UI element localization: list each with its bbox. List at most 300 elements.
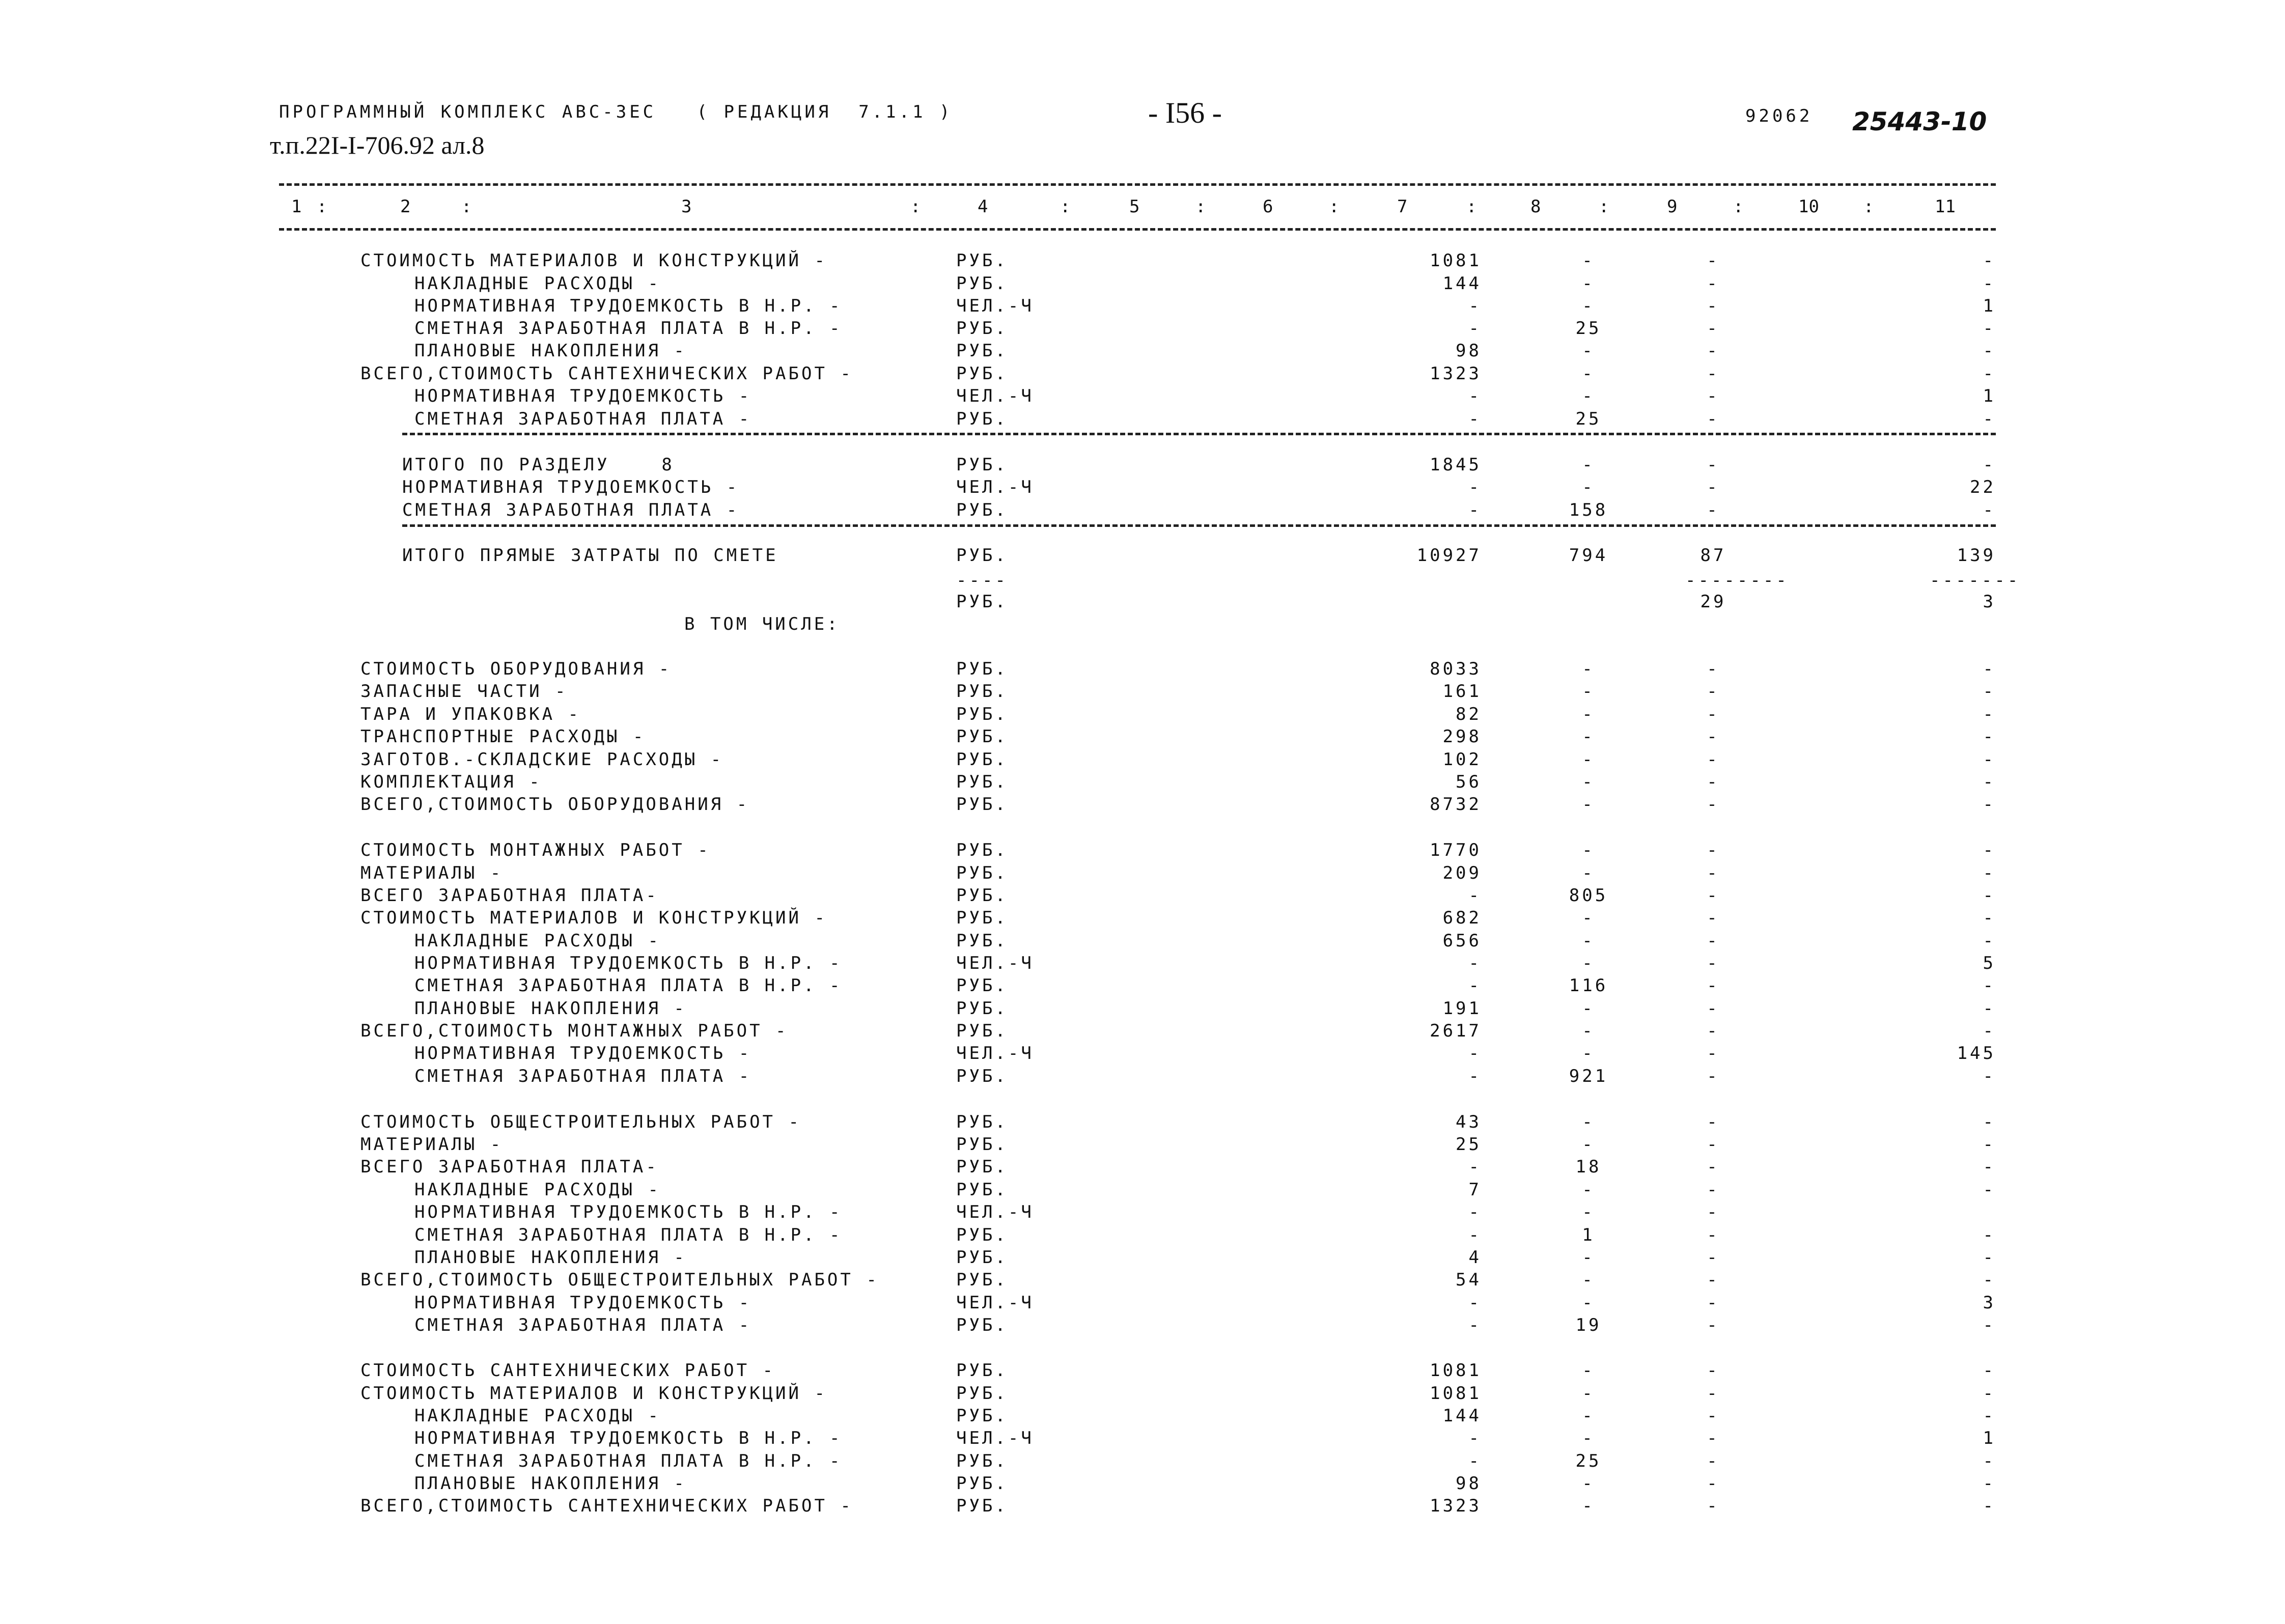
row-description: СМЕТНАЯ ЗАРАБОТНАЯ ПЛАТА - (414, 409, 752, 429)
row-description: СТОИМОСТЬ МОНТАЖНЫХ РАБОТ - (360, 840, 711, 860)
table-top-rule (279, 183, 1996, 186)
row-unit: РУБ. (956, 1180, 1008, 1200)
row-description: ВСЕГО,СТОИМОСТЬ ОБЩЕСТРОИТЕЛЬНЫХ РАБОТ - (360, 1270, 879, 1290)
table-row (0, 1065, 2285, 1087)
cell-col11: - (1983, 659, 1996, 679)
table-row (0, 591, 2285, 613)
table-row (0, 1179, 2285, 1201)
row-unit: РУБ. (956, 273, 1008, 294)
cell-col8: 805 (1569, 885, 1608, 906)
cell-col9: - (1707, 1270, 1720, 1290)
cell-col7: 209 (1442, 863, 1482, 883)
cell-col7: 682 (1442, 908, 1482, 928)
table-row (0, 1314, 2285, 1336)
cell-col11: - (1983, 500, 1996, 520)
column-header: 8 (1530, 197, 1541, 217)
cell-col11: - (1983, 1180, 1996, 1200)
column-separator: : (317, 197, 327, 217)
row-description: СМЕТНАЯ ЗАРАБОТНАЯ ПЛАТА В Н.Р. - (414, 1225, 843, 1245)
table-row (0, 771, 2285, 793)
table-row (0, 454, 2285, 476)
cell-col8: - (1582, 1293, 1595, 1313)
cell-col9: -------- (1685, 570, 1789, 591)
cell-col7: 1081 (1430, 1360, 1482, 1381)
row-unit: РУБ. (956, 1383, 1008, 1404)
cell-col11: 5 (1983, 953, 1996, 973)
cell-col8: - (1582, 1270, 1595, 1290)
row-unit: РУБ. (956, 863, 1008, 883)
column-header: 11 (1935, 197, 1956, 217)
row-description: СТОИМОСТЬ ОБЩЕСТРОИТЕЛЬНЫХ РАБОТ - (360, 1112, 801, 1132)
cell-col8: - (1582, 1180, 1595, 1200)
cell-col8: - (1582, 726, 1595, 747)
program-header: ПРОГРАММНЫЙ КОМПЛЕКС АВС-ЗЕС ( РЕДАКЦИЯ 7.1.1 ) (279, 102, 953, 122)
cell-col8: 921 (1569, 1066, 1608, 1086)
row-description: ВСЕГО,СТОИМОСТЬ САНТЕХНИЧЕСКИХ РАБОТ - (360, 1496, 853, 1516)
cell-col7: 1845 (1430, 455, 1482, 475)
cell-col8: - (1582, 1202, 1595, 1222)
cell-col9: - (1707, 704, 1720, 724)
column-separator: : (1599, 197, 1609, 217)
row-unit: РУБ. (956, 772, 1008, 792)
row-unit: РУБ. (956, 908, 1008, 928)
cell-col7: - (1468, 386, 1482, 406)
row-unit: РУБ. (956, 749, 1008, 770)
cell-col11: - (1983, 1157, 1996, 1177)
cell-col8: - (1582, 477, 1595, 497)
cell-col7: 56 (1456, 772, 1482, 792)
cell-col7: - (1468, 318, 1482, 339)
table-row (0, 408, 2285, 430)
table-row (0, 499, 2285, 521)
cell-col11: ------- (1930, 570, 2021, 591)
cell-col8: 158 (1569, 500, 1608, 520)
cell-col7: 4 (1468, 1247, 1482, 1268)
row-description: НОРМАТИВНАЯ ТРУДОЕМКОСТЬ В Н.Р. - (414, 1202, 843, 1222)
row-description: СТОИМОСТЬ МАТЕРИАЛОВ И КОНСТРУКЦИЙ - (360, 250, 827, 271)
cell-col9: - (1707, 500, 1720, 520)
cell-col7: 10927 (1416, 545, 1482, 566)
cell-col7: - (1468, 1157, 1482, 1177)
cell-col7: 54 (1456, 1270, 1482, 1290)
cell-col9: - (1707, 1180, 1720, 1200)
cell-col11: - (1983, 1315, 1996, 1335)
cell-col9: - (1707, 885, 1720, 906)
column-separator: : (1195, 197, 1206, 217)
row-unit: ЧЕЛ.-Ч (956, 1043, 1034, 1063)
cell-col7: - (1468, 1043, 1482, 1063)
table-row (0, 930, 2285, 952)
cell-col9: - (1707, 975, 1720, 996)
cell-col11: - (1983, 908, 1996, 928)
column-separator: : (1329, 197, 1340, 217)
table-row (0, 1224, 2285, 1246)
cell-col11: 1 (1983, 1428, 1996, 1448)
row-unit: ЧЕЛ.-Ч (956, 477, 1034, 497)
row-unit: РУБ. (956, 1066, 1008, 1086)
row-unit: РУБ. (956, 1021, 1008, 1041)
cell-col8: - (1582, 455, 1595, 475)
column-header-rule (279, 228, 1996, 231)
table-row (0, 385, 2285, 407)
cell-col7: - (1468, 477, 1482, 497)
cell-col8: - (1582, 296, 1595, 316)
row-unit: РУБ. (956, 840, 1008, 860)
cell-col7: 8732 (1430, 794, 1482, 815)
cell-col8: - (1582, 840, 1595, 860)
row-unit: РУБ. (956, 1360, 1008, 1381)
cell-col11: - (1983, 1473, 1996, 1494)
cell-col9: - (1707, 1293, 1720, 1313)
row-unit: РУБ. (956, 1225, 1008, 1245)
cell-col11: - (1983, 772, 1996, 792)
row-unit: РУБ. (956, 794, 1008, 815)
table-row (0, 362, 2285, 385)
table-row (0, 1269, 2285, 1291)
cell-col9: - (1707, 1247, 1720, 1268)
cell-col11: - (1983, 1496, 1996, 1516)
cell-col9: - (1707, 1043, 1720, 1063)
cell-col8: 25 (1575, 1451, 1602, 1471)
cell-col9: - (1707, 273, 1720, 294)
cell-col11: - (1983, 1021, 1996, 1041)
table-row (0, 793, 2285, 816)
row-description: НОРМАТИВНАЯ ТРУДОЕМКОСТЬ В Н.Р. - (414, 1428, 843, 1448)
cell-col9: - (1707, 1473, 1720, 1494)
handwritten-number: 25443-10 (1852, 107, 1987, 136)
cell-col11: - (1983, 681, 1996, 702)
row-description: СТОИМОСТЬ ОБОРУДОВАНИЯ - (360, 659, 672, 679)
cell-col7: 1323 (1430, 363, 1482, 384)
section-rule (402, 524, 1996, 527)
cell-col11: - (1983, 726, 1996, 747)
cell-col7: - (1468, 1066, 1482, 1086)
cell-col11: - (1983, 1066, 1996, 1086)
column-separator: : (1863, 197, 1874, 217)
table-row (0, 1450, 2285, 1472)
cell-col8: - (1582, 749, 1595, 770)
cell-col9: - (1707, 681, 1720, 702)
row-unit: РУБ. (956, 1473, 1008, 1494)
cell-col7: 98 (1456, 1473, 1482, 1494)
table-row (0, 340, 2285, 362)
cell-col7: - (1468, 1293, 1482, 1313)
column-header: 7 (1397, 197, 1408, 217)
cell-col11: - (1983, 1406, 1996, 1426)
row-unit: РУБ. (956, 250, 1008, 271)
cell-col11: - (1983, 455, 1996, 475)
cell-col7: - (1468, 296, 1482, 316)
cell-col9: - (1707, 863, 1720, 883)
cell-col8: - (1582, 908, 1595, 928)
cell-col8: - (1582, 273, 1595, 294)
cell-col9: - (1707, 341, 1720, 361)
cell-col11: - (1983, 341, 1996, 361)
cell-col11: - (1983, 1225, 1996, 1245)
column-header: 10 (1798, 197, 1819, 217)
row-description: МАТЕРИАЛЫ - (360, 1134, 504, 1155)
cell-col7: 1081 (1430, 250, 1482, 271)
row-description: В ТОМ ЧИСЛЕ: (684, 614, 840, 634)
cell-col7: - (1468, 1315, 1482, 1335)
table-row (0, 974, 2285, 997)
row-description: СМЕТНАЯ ЗАРАБОТНАЯ ПЛАТА - (414, 1315, 752, 1335)
cell-col9: - (1707, 455, 1720, 475)
cell-col7: - (1468, 975, 1482, 996)
cell-col11: - (1983, 1134, 1996, 1155)
section-rule (402, 433, 1996, 435)
table-row (0, 1359, 2285, 1382)
cell-col11: 139 (1957, 545, 1996, 566)
row-description: НАКЛАДНЫЕ РАСХОДЫ - (414, 273, 661, 294)
table-row (0, 317, 2285, 340)
cell-col7: 25 (1456, 1134, 1482, 1155)
row-description: НОРМАТИВНАЯ ТРУДОЕМКОСТЬ - (402, 477, 740, 497)
row-description: НАКЛАДНЫЕ РАСХОДЫ - (414, 1180, 661, 1200)
cell-col11: - (1983, 1451, 1996, 1471)
table-row (0, 295, 2285, 317)
row-description: ВСЕГО,СТОИМОСТЬ САНТЕХНИЧЕСКИХ РАБОТ - (360, 363, 853, 384)
column-header: 5 (1129, 197, 1140, 217)
cell-col9: - (1707, 1315, 1720, 1335)
cell-col8: - (1582, 1043, 1595, 1063)
cell-col9: - (1707, 1383, 1720, 1404)
row-description: ПЛАНОВЫЕ НАКОПЛЕНИЯ - (414, 998, 687, 1019)
row-unit: РУБ. (956, 500, 1008, 520)
cell-col8: - (1582, 863, 1595, 883)
row-unit: РУБ. (956, 1247, 1008, 1268)
row-description: СМЕТНАЯ ЗАРАБОТНАЯ ПЛАТА В Н.Р. - (414, 1451, 843, 1471)
cell-col8: - (1582, 1360, 1595, 1381)
cell-col9: - (1707, 409, 1720, 429)
row-unit: РУБ. (956, 592, 1008, 612)
table-row (0, 952, 2285, 974)
cell-col9: 29 (1700, 592, 1726, 612)
row-description: ВСЕГО ЗАРАБОТНАЯ ПЛАТА- (360, 885, 659, 906)
table-row (0, 725, 2285, 748)
table-row (0, 1382, 2285, 1405)
cell-col11: - (1983, 1360, 1996, 1381)
cell-col7: - (1468, 1428, 1482, 1448)
cell-col11: - (1983, 250, 1996, 271)
cell-col9: - (1707, 1021, 1720, 1041)
cell-col9: - (1707, 386, 1720, 406)
table-row (0, 544, 2285, 567)
row-description: ПЛАНОВЫЕ НАКОПЛЕНИЯ - (414, 341, 687, 361)
row-unit: РУБ. (956, 931, 1008, 951)
table-row (0, 1427, 2285, 1449)
cell-col9: - (1707, 726, 1720, 747)
row-description: НОРМАТИВНАЯ ТРУДОЕМКОСТЬ - (414, 386, 752, 406)
table-row (0, 1111, 2285, 1133)
cell-col7: 298 (1442, 726, 1482, 747)
cell-col11: - (1983, 1112, 1996, 1132)
row-description: СТОИМОСТЬ МАТЕРИАЛОВ И КОНСТРУКЦИЙ - (360, 908, 827, 928)
column-header: 2 (400, 197, 411, 217)
cell-col8: - (1582, 250, 1595, 271)
row-description: ПЛАНОВЫЕ НАКОПЛЕНИЯ - (414, 1247, 687, 1268)
row-unit: ---- (956, 570, 1008, 591)
cell-col11: - (1983, 794, 1996, 815)
row-description: СМЕТНАЯ ЗАРАБОТНАЯ ПЛАТА В Н.Р. - (414, 975, 843, 996)
row-description: СМЕТНАЯ ЗАРАБОТНАЯ ПЛАТА В Н.Р. - (414, 318, 843, 339)
cell-col8: 18 (1575, 1157, 1602, 1177)
cell-col7: 1770 (1430, 840, 1482, 860)
row-description: ИТОГО ПО РАЗДЕЛУ 8 (402, 455, 675, 475)
row-unit: ЧЕЛ.-Ч (956, 1202, 1034, 1222)
row-description: ТРАНСПОРТНЫЕ РАСХОДЫ - (360, 726, 646, 747)
cell-col7: 144 (1442, 1406, 1482, 1426)
row-description: СТОИМОСТЬ САНТЕХНИЧЕСКИХ РАБОТ - (360, 1360, 776, 1381)
cell-col7: - (1468, 1202, 1482, 1222)
row-description: НОРМАТИВНАЯ ТРУДОЕМКОСТЬ В Н.Р. - (414, 296, 843, 316)
table-row (0, 1133, 2285, 1156)
row-unit: РУБ. (956, 545, 1008, 566)
page-number: - I56 - (1148, 96, 1222, 129)
cell-col7: 8033 (1430, 659, 1482, 679)
cell-col8: - (1582, 1473, 1595, 1494)
table-row (0, 1495, 2285, 1517)
table-row (0, 1201, 2285, 1223)
cell-col8: - (1582, 1406, 1595, 1426)
column-separator: : (461, 197, 472, 217)
cell-col8: - (1582, 1247, 1595, 1268)
row-description: СМЕТНАЯ ЗАРАБОТНАЯ ПЛАТА - (402, 500, 740, 520)
cell-col9: 87 (1700, 545, 1726, 566)
document-code: 92062 (1745, 106, 1813, 126)
row-description: КОМПЛЕКТАЦИЯ - (360, 772, 542, 792)
row-unit: РУБ. (956, 455, 1008, 475)
cell-col9: - (1707, 1360, 1720, 1381)
cell-col11: - (1983, 885, 1996, 906)
row-unit: РУБ. (956, 1134, 1008, 1155)
row-description: ВСЕГО,СТОИМОСТЬ ОБОРУДОВАНИЯ - (360, 794, 750, 815)
row-description: НОРМАТИВНАЯ ТРУДОЕМКОСТЬ - (414, 1043, 752, 1063)
cell-col9: - (1707, 931, 1720, 951)
cell-col7: 161 (1442, 681, 1482, 702)
row-description: НАКЛАДНЫЕ РАСХОДЫ - (414, 1406, 661, 1426)
cell-col7: - (1468, 409, 1482, 429)
row-unit: ЧЕЛ.-Ч (956, 953, 1034, 973)
cell-col8: 25 (1575, 409, 1602, 429)
row-unit: ЧЕЛ.-Ч (956, 386, 1034, 406)
table-row (0, 1405, 2285, 1427)
cell-col9: - (1707, 1066, 1720, 1086)
cell-col9: - (1707, 1134, 1720, 1155)
row-unit: РУБ. (956, 1270, 1008, 1290)
table-row (0, 476, 2285, 498)
table-row (0, 249, 2285, 272)
cell-col9: - (1707, 1451, 1720, 1471)
row-unit: РУБ. (956, 975, 1008, 996)
row-unit: ЧЕЛ.-Ч (956, 1293, 1034, 1313)
row-unit: РУБ. (956, 885, 1008, 906)
cell-col11: 145 (1957, 1043, 1996, 1063)
cell-col7: - (1468, 500, 1482, 520)
cell-col7: 1081 (1430, 1383, 1482, 1404)
row-unit: РУБ. (956, 1112, 1008, 1132)
cell-col9: - (1707, 296, 1720, 316)
cell-col11: - (1983, 363, 1996, 384)
cell-col7: - (1468, 953, 1482, 973)
row-description: НОРМАТИВНАЯ ТРУДОЕМКОСТЬ - (414, 1293, 752, 1313)
row-unit: РУБ. (956, 1315, 1008, 1335)
row-description: ПЛАНОВЫЕ НАКОПЛЕНИЯ - (414, 1473, 687, 1494)
cell-col8: 1 (1582, 1225, 1595, 1245)
table-row (0, 1020, 2285, 1042)
cell-col9: - (1707, 1157, 1720, 1177)
row-unit: РУБ. (956, 681, 1008, 702)
table-row (0, 839, 2285, 861)
cell-col11: - (1983, 704, 1996, 724)
cell-col8: - (1582, 659, 1595, 679)
row-description: СТОИМОСТЬ МАТЕРИАЛОВ И КОНСТРУКЦИЙ - (360, 1383, 827, 1404)
table-row (0, 1156, 2285, 1178)
cell-col7: 1323 (1430, 1496, 1482, 1516)
cell-col9: - (1707, 749, 1720, 770)
row-unit: ЧЕЛ.-Ч (956, 296, 1034, 316)
cell-col11: - (1983, 749, 1996, 770)
row-description: ТАРА И УПАКОВКА - (360, 704, 581, 724)
project-reference: т.п.22I-I-706.92 ал.8 (270, 131, 485, 159)
column-header: 4 (978, 197, 988, 217)
cell-col7: 7 (1468, 1180, 1482, 1200)
cell-col11: - (1983, 318, 1996, 339)
cell-col7: 144 (1442, 273, 1482, 294)
row-unit: РУБ. (956, 409, 1008, 429)
row-unit: РУБ. (956, 1406, 1008, 1426)
cell-col9: - (1707, 659, 1720, 679)
cell-col11: - (1983, 1247, 1996, 1268)
cell-col7: 102 (1442, 749, 1482, 770)
row-description: ЗАПАСНЫЕ ЧАСТИ - (360, 681, 568, 702)
cell-col8: - (1582, 1383, 1595, 1404)
row-unit: РУБ. (956, 1451, 1008, 1471)
cell-col8: - (1582, 704, 1595, 724)
cell-col11: 3 (1983, 1293, 1996, 1313)
cell-col9: - (1707, 1202, 1720, 1222)
table-row (0, 862, 2285, 884)
table-row (0, 997, 2285, 1020)
table-row (0, 680, 2285, 703)
column-separator: : (910, 197, 921, 217)
cell-col8: - (1582, 998, 1595, 1019)
cell-col11: - (1983, 863, 1996, 883)
row-unit: РУБ. (956, 726, 1008, 747)
cell-col8: - (1582, 953, 1595, 973)
row-unit: РУБ. (956, 363, 1008, 384)
cell-col8: - (1582, 772, 1595, 792)
cell-col8: - (1582, 794, 1595, 815)
table-row (0, 884, 2285, 907)
cell-col9: - (1707, 1112, 1720, 1132)
cell-col11: - (1983, 975, 1996, 996)
cell-col9: - (1707, 1428, 1720, 1448)
cell-col7: 656 (1442, 931, 1482, 951)
cell-col8: - (1582, 386, 1595, 406)
cell-col8: - (1582, 681, 1595, 702)
table-row (0, 907, 2285, 929)
row-unit: РУБ. (956, 998, 1008, 1019)
cell-col9: - (1707, 998, 1720, 1019)
table-row (0, 1042, 2285, 1065)
cell-col7: - (1468, 1225, 1482, 1245)
table-row (0, 1472, 2285, 1495)
cell-col8: - (1582, 1021, 1595, 1041)
row-description: НОРМАТИВНАЯ ТРУДОЕМКОСТЬ В Н.Р. - (414, 953, 843, 973)
cell-col9: - (1707, 477, 1720, 497)
column-separator: : (1060, 197, 1071, 217)
